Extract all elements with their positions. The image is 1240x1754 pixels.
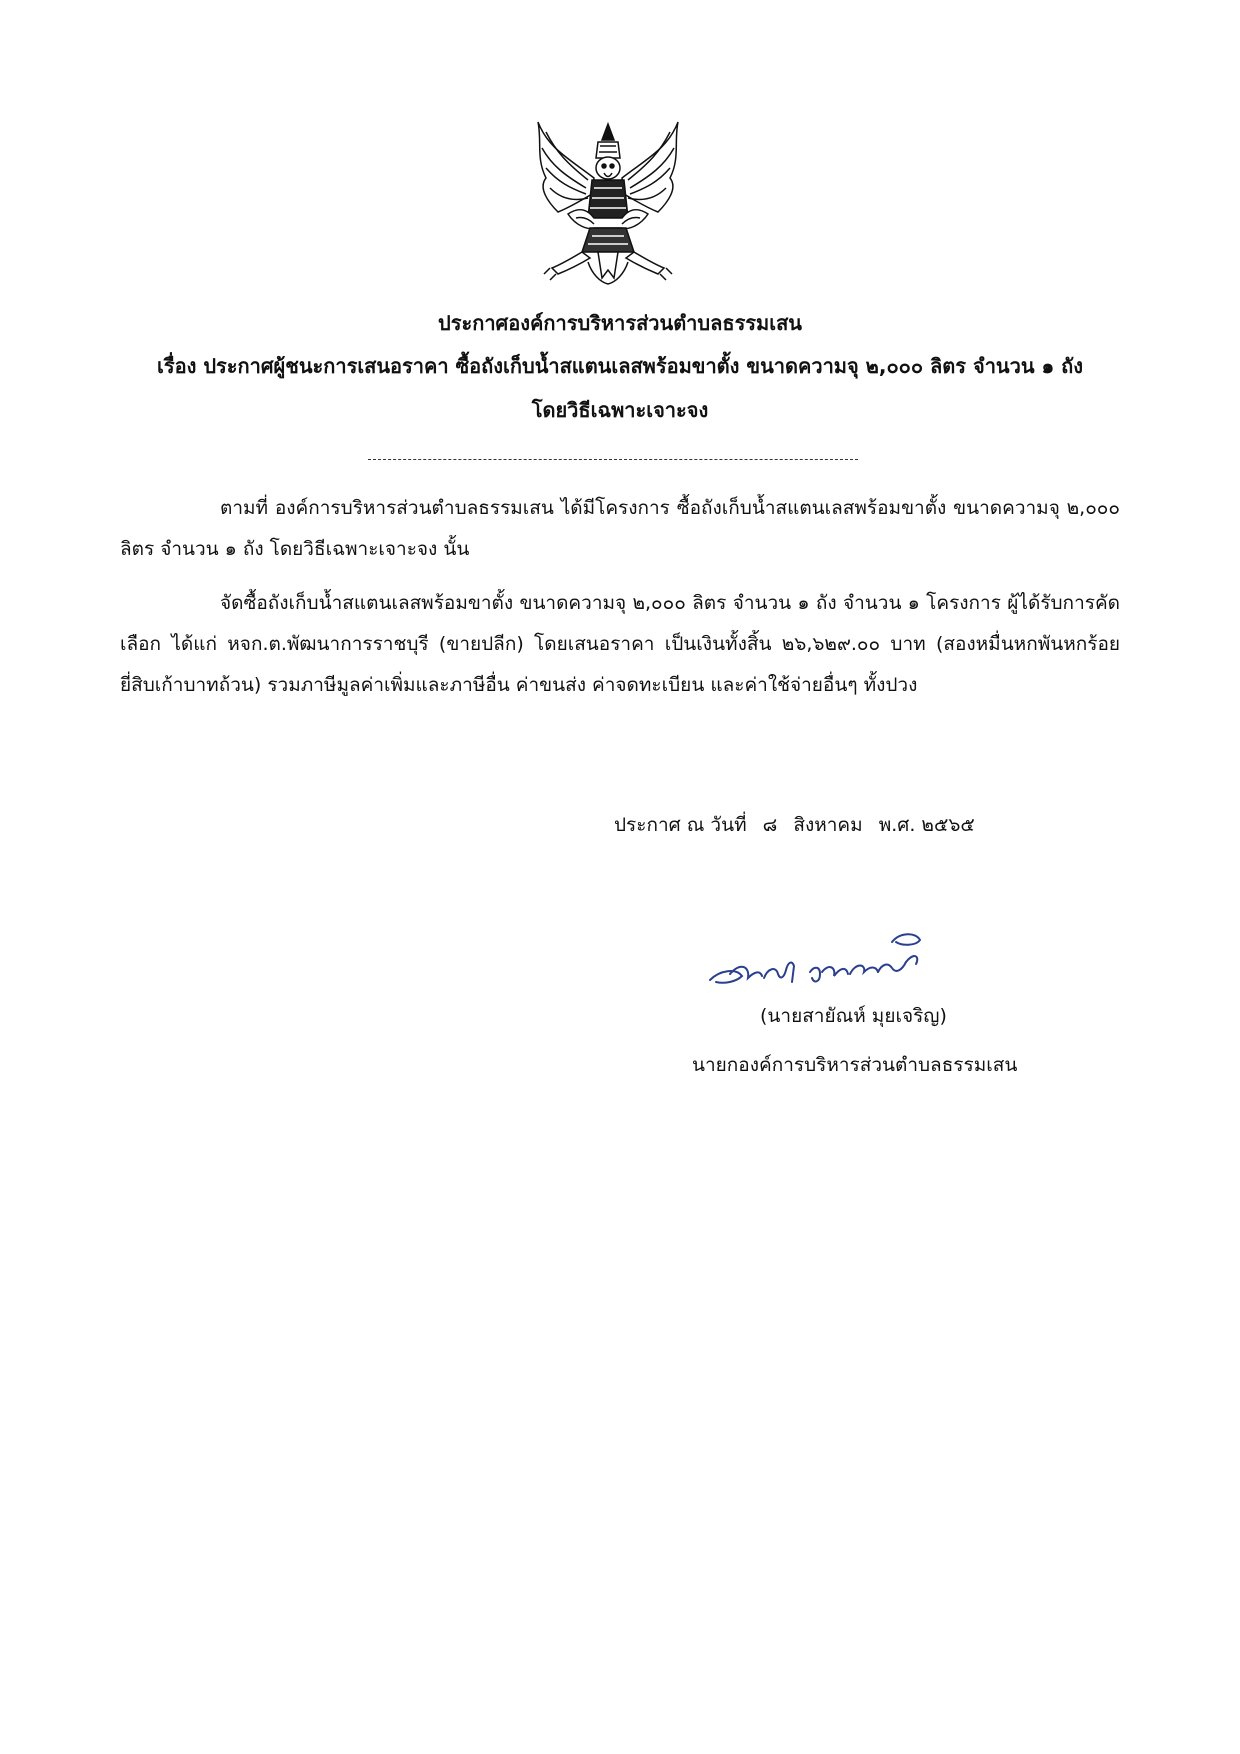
handwritten-signature bbox=[706, 922, 946, 1002]
announcement-date bbox=[614, 811, 975, 839]
date-year: พ.ศ. ๒๕๖๕ bbox=[878, 814, 975, 836]
announcement-title: ประกาศองค์การบริหารส่วนตำบลธรรมเสน bbox=[438, 311, 802, 335]
paragraph-background: ตามที่ องค์การบริหารส่วนตำบลธรรมเสน ได้มีโครงการ ซื้อถังเก็บน้ำสแตนเลสพร้อมขาตั้ง ขนาดความจุ ๒,๐๐๐ ลิตร จำนวน ๑ ถัง โดยวิธีเฉพาะเจาะจง นั้น bbox=[120, 497, 1120, 560]
date-prefix: ประกาศ ณ วันที่ bbox=[614, 814, 747, 836]
date-month: สิงหาคม bbox=[793, 814, 863, 836]
signer-position: นายกองค์การบริหารส่วนตำบลธรรมเสน bbox=[692, 1054, 1018, 1076]
separator-line bbox=[368, 459, 858, 460]
announcement-subject: เรื่อง ประกาศผู้ชนะการเสนอราคา ซื้อถังเก็บน้ำสแตนเลสพร้อมขาตั้ง ขนาดความจุ ๒,๐๐๐ ลิตร จำนวน ๑ ถัง bbox=[157, 354, 1083, 378]
announcement-subject-method: โดยวิธีเฉพาะเจาะจง bbox=[531, 398, 709, 422]
paragraph-winner: จัดซื้อถังเก็บน้ำสแตนเลสพร้อมขาตั้ง ขนาดความจุ ๒,๐๐๐ ลิตร จำนวน ๑ ถัง จำนวน ๑ โครงการ ผู้ได้รับการคัดเลือก ได้แก่ หจก.ต.พัฒนาการราชบุรี (ขายปลีก) โดยเสนอราคา เป็นเงินทั้งสิ้น ๒๖,๖๒๙.๐๐ บาท (สองหมื่นหกพันหกร้อยยี่สิบเก้าบาทถ้วน) รวมภาษีมูลค่าเพิ่มและภาษีอื่น ค่าขนส่ง ค่าจดทะเบียน และค่าใช้จ่ายอื่นๆ ทั้งปวง bbox=[120, 592, 1120, 696]
date-day: ๘ bbox=[762, 814, 778, 836]
garuda-emblem-icon bbox=[528, 118, 688, 286]
signer-name: (นายสายัณห์ มุยเจริญ) bbox=[760, 1005, 947, 1027]
